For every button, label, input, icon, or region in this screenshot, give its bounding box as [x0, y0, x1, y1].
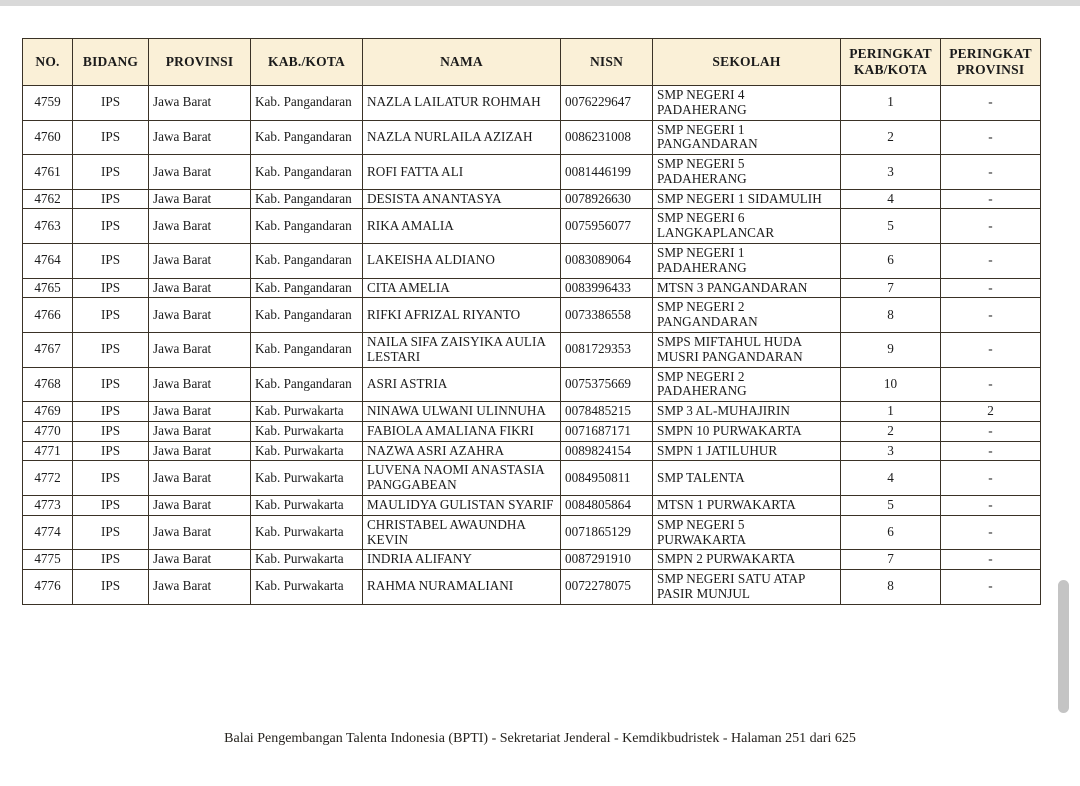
cell-sekolah: SMPN 2 PURWAKARTA [653, 550, 841, 570]
participant-table-container [22, 38, 1040, 605]
cell-nama: NINAWA ULWANI ULINNUHA [363, 402, 561, 422]
table-row [23, 278, 1041, 298]
cell-peringkat-provinsi: - [941, 495, 1041, 515]
cell-bidang: IPS [73, 155, 149, 190]
cell-peringkat-kabkota: 7 [841, 550, 941, 570]
cell-nama: CITA AMELIA [363, 278, 561, 298]
cell-nama: CHRISTABEL AWAUNDHA KEVIN [363, 515, 561, 550]
cell-peringkat-provinsi: - [941, 570, 1041, 605]
cell-nama: FABIOLA AMALIANA FIKRI [363, 421, 561, 441]
cell-peringkat-provinsi: 2 [941, 402, 1041, 422]
peringkat-provinsi-line2: PROVINSI [956, 62, 1025, 77]
cell-nisn: 0071865129 [561, 515, 653, 550]
cell-kabkota: Kab. Purwakarta [251, 550, 363, 570]
cell-provinsi: Jawa Barat [149, 441, 251, 461]
cell-bidang: IPS [73, 298, 149, 333]
cell-peringkat-kabkota: 8 [841, 298, 941, 333]
cell-kabkota: Kab. Purwakarta [251, 402, 363, 422]
table-row [23, 86, 1041, 121]
cell-bidang: IPS [73, 244, 149, 279]
table-row [23, 515, 1041, 550]
cell-kabkota: Kab. Purwakarta [251, 515, 363, 550]
cell-peringkat-kabkota: 6 [841, 244, 941, 279]
cell-peringkat-kabkota: 2 [841, 421, 941, 441]
cell-peringkat-provinsi: - [941, 155, 1041, 190]
cell-sekolah: SMP NEGERI 5 PURWAKARTA [653, 515, 841, 550]
cell-bidang: IPS [73, 120, 149, 155]
cell-no: 4770 [23, 421, 73, 441]
cell-nisn: 0083089064 [561, 244, 653, 279]
cell-peringkat-provinsi: - [941, 441, 1041, 461]
cell-nama: RAHMA NURAMALIANI [363, 570, 561, 605]
cell-nisn: 0072278075 [561, 570, 653, 605]
cell-provinsi: Jawa Barat [149, 332, 251, 367]
cell-nama: NAILA SIFA ZAISYIKA AULIA LESTARI [363, 332, 561, 367]
cell-no: 4766 [23, 298, 73, 333]
cell-provinsi: Jawa Barat [149, 209, 251, 244]
cell-no: 4773 [23, 495, 73, 515]
cell-bidang: IPS [73, 421, 149, 441]
table-row [23, 402, 1041, 422]
cell-nisn: 0078485215 [561, 402, 653, 422]
table-row [23, 189, 1041, 209]
cell-peringkat-kabkota: 7 [841, 278, 941, 298]
table-row [23, 421, 1041, 441]
cell-nama: INDRIA ALIFANY [363, 550, 561, 570]
cell-nisn: 0084805864 [561, 495, 653, 515]
cell-no: 4764 [23, 244, 73, 279]
cell-peringkat-provinsi: - [941, 367, 1041, 402]
cell-no: 4771 [23, 441, 73, 461]
cell-bidang: IPS [73, 189, 149, 209]
cell-no: 4772 [23, 461, 73, 496]
column-header-sekolah: SEKOLAH [653, 39, 841, 86]
cell-peringkat-provinsi: - [941, 120, 1041, 155]
cell-sekolah: SMP NEGERI 2 PADAHERANG [653, 367, 841, 402]
cell-bidang: IPS [73, 86, 149, 121]
cell-kabkota: Kab. Pangandaran [251, 189, 363, 209]
table-row [23, 209, 1041, 244]
cell-sekolah: SMPN 1 JATILUHUR [653, 441, 841, 461]
cell-kabkota: Kab. Pangandaran [251, 298, 363, 333]
cell-provinsi: Jawa Barat [149, 421, 251, 441]
cell-kabkota: Kab. Pangandaran [251, 332, 363, 367]
cell-kabkota: Kab. Pangandaran [251, 278, 363, 298]
column-header-peringkat-provinsi [941, 39, 1041, 86]
cell-peringkat-kabkota: 4 [841, 461, 941, 496]
table-row [23, 367, 1041, 402]
cell-nisn: 0081729353 [561, 332, 653, 367]
cell-provinsi: Jawa Barat [149, 570, 251, 605]
table-row [23, 550, 1041, 570]
column-header-no: NO. [23, 39, 73, 86]
cell-peringkat-kabkota: 10 [841, 367, 941, 402]
table-row [23, 120, 1041, 155]
cell-nisn: 0075375669 [561, 367, 653, 402]
cell-kabkota: Kab. Pangandaran [251, 209, 363, 244]
cell-peringkat-kabkota: 5 [841, 209, 941, 244]
cell-peringkat-provinsi: - [941, 298, 1041, 333]
cell-sekolah: SMP NEGERI 4 PADAHERANG [653, 86, 841, 121]
cell-kabkota: Kab. Purwakarta [251, 461, 363, 496]
cell-nama: DESISTA ANANTASYA [363, 189, 561, 209]
cell-no: 4775 [23, 550, 73, 570]
cell-no: 4776 [23, 570, 73, 605]
column-header-bidang: BIDANG [73, 39, 149, 86]
cell-peringkat-kabkota: 6 [841, 515, 941, 550]
cell-sekolah: SMP NEGERI 5 PADAHERANG [653, 155, 841, 190]
table-row [23, 155, 1041, 190]
cell-nisn: 0073386558 [561, 298, 653, 333]
cell-bidang: IPS [73, 332, 149, 367]
page-scrollbar-thumb[interactable] [1058, 580, 1069, 713]
cell-nama: NAZLA NURLAILA AZIZAH [363, 120, 561, 155]
cell-provinsi: Jawa Barat [149, 515, 251, 550]
cell-bidang: IPS [73, 441, 149, 461]
cell-provinsi: Jawa Barat [149, 367, 251, 402]
column-header-provinsi: PROVINSI [149, 39, 251, 86]
cell-kabkota: Kab. Pangandaran [251, 367, 363, 402]
cell-peringkat-kabkota: 4 [841, 189, 941, 209]
cell-peringkat-kabkota: 2 [841, 120, 941, 155]
cell-sekolah: SMP TALENTA [653, 461, 841, 496]
table-row [23, 495, 1041, 515]
cell-provinsi: Jawa Barat [149, 278, 251, 298]
cell-provinsi: Jawa Barat [149, 155, 251, 190]
cell-bidang: IPS [73, 461, 149, 496]
cell-peringkat-provinsi: - [941, 515, 1041, 550]
cell-no: 4767 [23, 332, 73, 367]
peringkat-kabkota-line1: PERINGKAT [849, 46, 932, 62]
cell-sekolah: SMP NEGERI 1 PANGANDARAN [653, 120, 841, 155]
cell-provinsi: Jawa Barat [149, 298, 251, 333]
cell-sekolah: MTSN 1 PURWAKARTA [653, 495, 841, 515]
cell-sekolah: SMP NEGERI 1 PADAHERANG [653, 244, 841, 279]
table-row [23, 298, 1041, 333]
cell-provinsi: Jawa Barat [149, 86, 251, 121]
cell-provinsi: Jawa Barat [149, 550, 251, 570]
cell-nisn: 0087291910 [561, 550, 653, 570]
cell-nisn: 0084950811 [561, 461, 653, 496]
cell-nama: RIKA AMALIA [363, 209, 561, 244]
cell-kabkota: Kab. Purwakarta [251, 495, 363, 515]
cell-no: 4769 [23, 402, 73, 422]
cell-provinsi: Jawa Barat [149, 120, 251, 155]
cell-nisn: 0071687171 [561, 421, 653, 441]
cell-peringkat-kabkota: 3 [841, 441, 941, 461]
cell-kabkota: Kab. Pangandaran [251, 244, 363, 279]
cell-peringkat-kabkota: 9 [841, 332, 941, 367]
cell-peringkat-kabkota: 1 [841, 86, 941, 121]
table-row [23, 461, 1041, 496]
cell-kabkota: Kab. Pangandaran [251, 120, 363, 155]
participant-table [22, 38, 1041, 605]
page-footer: Balai Pengembangan Talenta Indonesia (BPTI) - Sekretariat Jenderal - Kemdikbudristek - Halaman 251 dari 625 [224, 731, 856, 746]
cell-peringkat-provinsi: - [941, 278, 1041, 298]
page-scrollbar[interactable] [1062, 12, 1076, 786]
column-header-nama: NAMA [363, 39, 561, 86]
cell-sekolah: MTSN 3 PANGANDARAN [653, 278, 841, 298]
cell-nama: LUVENA NAOMI ANASTASIA PANGGABEAN [363, 461, 561, 496]
table-body [23, 86, 1041, 605]
cell-no: 4759 [23, 86, 73, 121]
cell-peringkat-provinsi: - [941, 209, 1041, 244]
cell-sekolah: SMP NEGERI 6 LANGKAPLANCAR [653, 209, 841, 244]
cell-bidang: IPS [73, 402, 149, 422]
cell-sekolah: SMP 3 AL-MUHAJIRIN [653, 402, 841, 422]
cell-no: 4763 [23, 209, 73, 244]
cell-bidang: IPS [73, 495, 149, 515]
cell-bidang: IPS [73, 209, 149, 244]
cell-provinsi: Jawa Barat [149, 495, 251, 515]
table-row [23, 244, 1041, 279]
peringkat-provinsi-line1: PERINGKAT [949, 46, 1032, 62]
cell-kabkota: Kab. Purwakarta [251, 441, 363, 461]
cell-provinsi: Jawa Barat [149, 461, 251, 496]
cell-peringkat-provinsi: - [941, 550, 1041, 570]
document-page [0, 6, 1080, 780]
cell-nisn: 0089824154 [561, 441, 653, 461]
cell-no: 4774 [23, 515, 73, 550]
cell-peringkat-provinsi: - [941, 461, 1041, 496]
cell-provinsi: Jawa Barat [149, 189, 251, 209]
table-header-row [23, 39, 1041, 86]
cell-bidang: IPS [73, 550, 149, 570]
cell-no: 4760 [23, 120, 73, 155]
cell-bidang: IPS [73, 515, 149, 550]
cell-nama: ASRI ASTRIA [363, 367, 561, 402]
cell-sekolah: SMPS MIFTAHUL HUDA MUSRI PANGANDARAN [653, 332, 841, 367]
cell-nama: NAZWA ASRI AZAHRA [363, 441, 561, 461]
cell-kabkota: Kab. Pangandaran [251, 155, 363, 190]
cell-sekolah: SMP NEGERI 1 SIDAMULIH [653, 189, 841, 209]
cell-kabkota: Kab. Purwakarta [251, 570, 363, 605]
cell-peringkat-provinsi: - [941, 189, 1041, 209]
cell-nama: NAZLA LAILATUR ROHMAH [363, 86, 561, 121]
column-header-nisn: NISN [561, 39, 653, 86]
cell-peringkat-kabkota: 5 [841, 495, 941, 515]
cell-nisn: 0083996433 [561, 278, 653, 298]
cell-nisn: 0075956077 [561, 209, 653, 244]
cell-bidang: IPS [73, 278, 149, 298]
cell-nisn: 0078926630 [561, 189, 653, 209]
cell-no: 4762 [23, 189, 73, 209]
cell-sekolah: SMP NEGERI 2 PANGANDARAN [653, 298, 841, 333]
cell-bidang: IPS [73, 367, 149, 402]
cell-peringkat-provinsi: - [941, 421, 1041, 441]
table-row [23, 441, 1041, 461]
cell-kabkota: Kab. Purwakarta [251, 421, 363, 441]
cell-peringkat-provinsi: - [941, 86, 1041, 121]
cell-nama: MAULIDYA GULISTAN SYARIF [363, 495, 561, 515]
cell-peringkat-kabkota: 1 [841, 402, 941, 422]
cell-provinsi: Jawa Barat [149, 402, 251, 422]
cell-nama: LAKEISHA ALDIANO [363, 244, 561, 279]
cell-nama: RIFKI AFRIZAL RIYANTO [363, 298, 561, 333]
peringkat-kabkota-line2: KAB/KOTA [853, 62, 928, 77]
cell-nama: ROFI FATTA ALI [363, 155, 561, 190]
cell-no: 4761 [23, 155, 73, 190]
cell-kabkota: Kab. Pangandaran [251, 86, 363, 121]
cell-peringkat-kabkota: 8 [841, 570, 941, 605]
table-row [23, 332, 1041, 367]
cell-nisn: 0086231008 [561, 120, 653, 155]
cell-peringkat-provinsi: - [941, 244, 1041, 279]
cell-nisn: 0081446199 [561, 155, 653, 190]
cell-sekolah: SMPN 10 PURWAKARTA [653, 421, 841, 441]
cell-provinsi: Jawa Barat [149, 244, 251, 279]
cell-peringkat-provinsi: - [941, 332, 1041, 367]
cell-no: 4765 [23, 278, 73, 298]
column-header-peringkat-kabkota [841, 39, 941, 86]
cell-nisn: 0076229647 [561, 86, 653, 121]
cell-peringkat-kabkota: 3 [841, 155, 941, 190]
column-header-kabkota: KAB./KOTA [251, 39, 363, 86]
cell-sekolah: SMP NEGERI SATU ATAP PASIR MUNJUL [653, 570, 841, 605]
table-row [23, 570, 1041, 605]
cell-bidang: IPS [73, 570, 149, 605]
cell-no: 4768 [23, 367, 73, 402]
